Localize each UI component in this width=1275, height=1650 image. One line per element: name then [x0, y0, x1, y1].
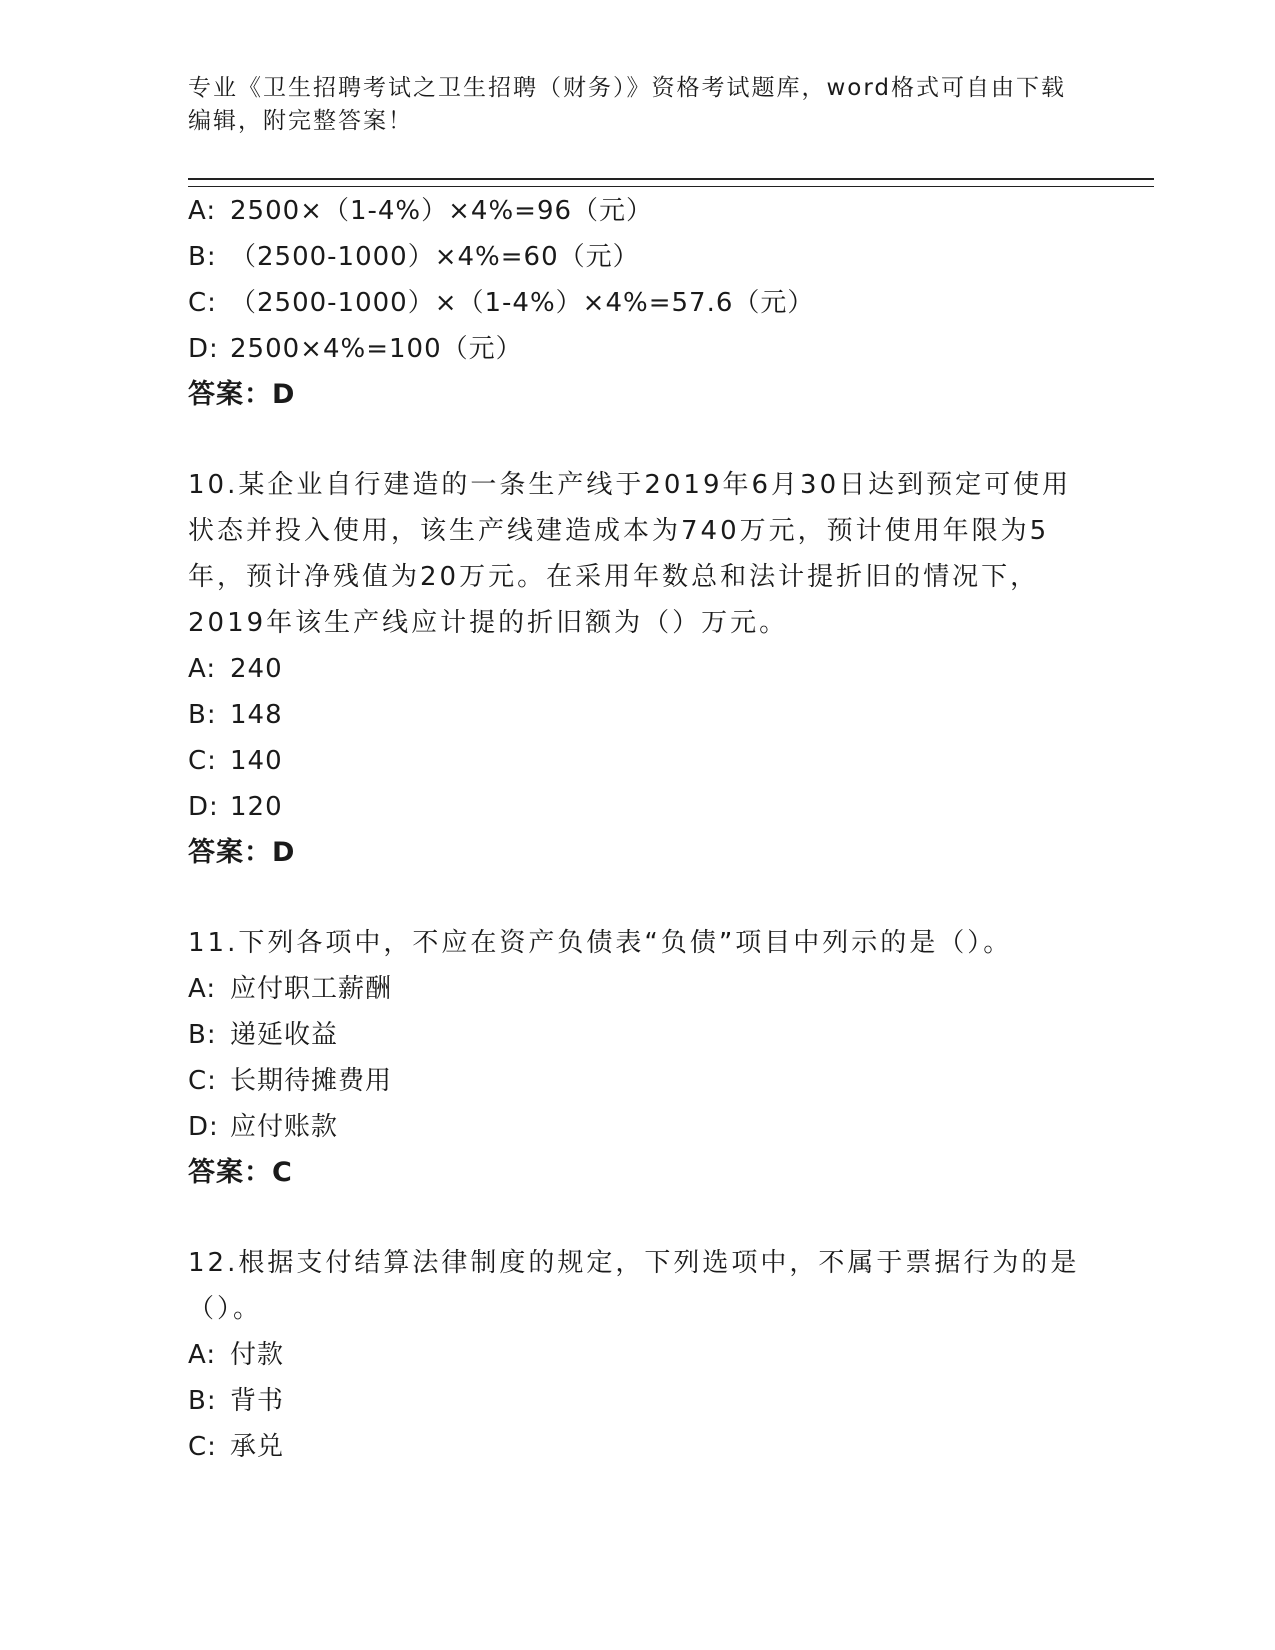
option-b — [188, 1012, 1088, 1058]
option-c — [188, 280, 1088, 326]
option-label: B: — [188, 1386, 217, 1416]
option-label: A: — [188, 196, 217, 226]
option-label: C: — [188, 288, 217, 318]
header-divider — [188, 178, 1154, 187]
option-b — [188, 234, 1088, 280]
option-text: 2500×4%=100（元） — [230, 334, 523, 364]
question-11 — [188, 920, 1088, 1196]
option-text: 120 — [230, 792, 283, 822]
option-a — [188, 1332, 1088, 1378]
option-text: 2500×（1-4%）×4%=96（元） — [230, 196, 654, 226]
option-text: 长期待摊费用 — [230, 1066, 393, 1096]
option-text: （2500-1000）×4%=60（元） — [230, 242, 640, 272]
option-text: 递延收益 — [230, 1020, 339, 1050]
option-b — [188, 1378, 1088, 1424]
option-text: 应付职工薪酬 — [230, 974, 393, 1004]
question-text: 10.某企业自行建造的一条生产线于2019年6月30日达到预定可使用状态并投入使用，该生产线建造成本为740万元，预计使用年限为5年，预计净残值为20万元。在采用年数总和法计提折旧的情况下，2019年该生产线应计提的折旧额为（）万元。 — [188, 470, 1072, 638]
option-text: 承兑 — [230, 1432, 285, 1462]
option-label: C: — [188, 1066, 217, 1096]
option-text: 148 — [230, 700, 283, 730]
option-label: D: — [188, 1112, 219, 1142]
option-label: A: — [188, 654, 217, 684]
option-label: C: — [188, 1432, 217, 1462]
option-a — [188, 646, 1088, 692]
option-label: B: — [188, 1020, 217, 1050]
option-label: C: — [188, 746, 217, 776]
option-c — [188, 1424, 1088, 1470]
option-text: 应付账款 — [230, 1112, 339, 1142]
option-label: D: — [188, 792, 219, 822]
document-body — [188, 188, 1088, 1470]
option-a — [188, 188, 1088, 234]
option-b — [188, 692, 1088, 738]
option-text: 背书 — [230, 1386, 285, 1416]
question-9-options — [188, 188, 1088, 418]
question-text: 11.下列各项中，不应在资产负债表“负债”项目中列示的是（）。 — [188, 928, 1013, 958]
option-d — [188, 326, 1088, 372]
option-a — [188, 966, 1088, 1012]
question-12 — [188, 1240, 1088, 1470]
answer-line: 答案：D — [188, 837, 296, 868]
answer-line: 答案：D — [188, 379, 296, 410]
option-label: A: — [188, 1340, 217, 1370]
question-10 — [188, 462, 1088, 876]
document-header: 专业《卫生招聘考试之卫生招聘（财务）》资格考试题库，word格式可自由下载编辑，附完整答案！ — [188, 75, 1067, 134]
question-text: 12.根据支付结算法律制度的规定，下列选项中，不属于票据行为的是（）。 — [188, 1248, 1080, 1324]
option-text: 140 — [230, 746, 283, 776]
option-text: （2500-1000）×（1-4%）×4%=57.6（元） — [230, 288, 815, 318]
option-d — [188, 784, 1088, 830]
option-d — [188, 1104, 1088, 1150]
option-c — [188, 738, 1088, 784]
option-label: A: — [188, 974, 217, 1004]
option-label: B: — [188, 700, 217, 730]
option-text: 240 — [230, 654, 283, 684]
option-label: D: — [188, 334, 219, 364]
option-text: 付款 — [230, 1340, 285, 1370]
answer-line: 答案：C — [188, 1157, 293, 1188]
option-label: B: — [188, 242, 217, 272]
option-c — [188, 1058, 1088, 1104]
